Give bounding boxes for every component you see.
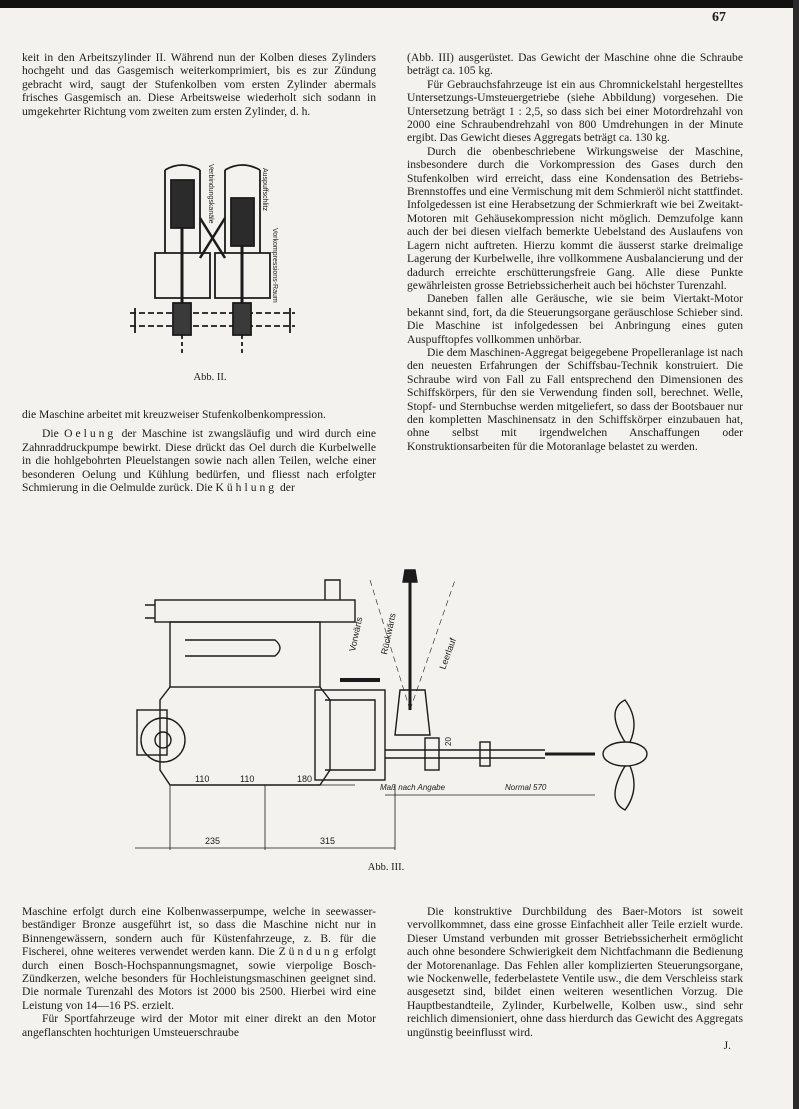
emphasis-kuehlung: Kühlung: [215, 481, 278, 495]
right-column-top: [407, 51, 743, 453]
dimension-315: 315: [320, 836, 336, 846]
paragraph: (Abb. III) ausgerüstet. Das Gewicht der Maschine ohne die Schraube beträgt ca. 105 kg.: [407, 51, 743, 78]
figure-2-engine-section: [125, 158, 300, 360]
label-rueckwaerts: Rückwärts: [379, 612, 398, 656]
paragraph: keit in den Arbeitszylinder II. Während nun der Kolben dieses Zylinders hochgeht und das Gasgemisch weiterkomprimiert, bis es zur Zündung gebracht wird, saugt der Stufenkolben vom ersten Zylinder abermals frisches Gasgemisch an. Diese Arbeitsweise wiederholt sich sodann in umgekehrter Richtung vom zweiten zum ersten Zylinder, d. h.: [22, 51, 376, 118]
author-signature: J.: [723, 1039, 731, 1053]
figure-2-caption: Abb. II.: [193, 372, 227, 383]
left-column-bottom: [22, 905, 376, 1039]
figure-3-engine-propeller-assembly: [125, 560, 670, 855]
page-number: 67: [712, 10, 726, 25]
label-vorwaerts: Vorwärts: [347, 616, 365, 653]
right-column-bottom: [407, 905, 743, 1052]
label-mass-nach-angabe: Maß nach Angabe: [380, 783, 446, 792]
label-normal-570: Normal 570: [505, 783, 547, 792]
left-column-top: [22, 51, 376, 118]
label-verbindungskanaele: Verbindungskanäle: [207, 164, 214, 224]
emphasis-zuendung: Zündung: [278, 945, 342, 959]
label-auspuffschlitz: Auspuffschlitz: [261, 168, 268, 212]
dimension-235: 235: [205, 836, 221, 846]
scan-edge-top: [0, 0, 799, 8]
emphasis-oelung: Oelung: [64, 427, 117, 441]
paragraph: Die dem Maschinen-Aggregat beigegebene Propelleranlage ist nach den neuesten Erfahrungen der Schiffsbau-Technik konstruiert. Die Schraube wird von Fall zu Fall entsprechend den Dimensionen des Schiffskörpers, für den sie Verwendung finden soll, berechnet. Welle, Stopf- und Sternbuchse werden mitgeliefert, so dass der Bootsbauer nur den kompletten Maschinensatz in den Schiffskörper einzubauen hat, ohne selbst mit irgendwelchen Anschaffungen oder Konstruktionsarbeiten für die Motoranlage belastet zu werden.: [407, 345, 743, 453]
left-column-middle: [22, 408, 376, 494]
dimension-110-b: 110: [240, 774, 255, 784]
figure-3-caption: Abb. III.: [367, 862, 405, 873]
paragraph: Daneben fallen alle Geräusche, wie sie beim Viertakt-Motor bekannt sind, fort, da die Steuerungsorgane geräuschlose Schieber sind. Die Maschine ist infolgedessen bei Anbringung eines guten Auspufftopfes vollkommen unhörbar.: [407, 292, 743, 346]
paragraph: Die konstruktive Durchbildung des Baer-Motors ist soweit vervollkommnet, dass eine grosse Einfachheit aller Teile erzielt wurde. Dieser Umstand verbunden mit grosser Betriebssicherheit ermöglicht auch ohne besondere Schwierigkeit dem Nichtfachmann die Bedienung der Motorenanlage. Das Fehlen aller komplizierten Steuerungsorgane, wie Nockenwelle, federbelastete Ventile usw., die dem Verschleiss stark ausgesetzt sind, bildet einen weiteren wesentlichen Vorzug. Die Hauptbestandteile, Zylinder, Kurbelwelle, Kolben usw., sind sehr reichlich dimensioniert, ohne dass hierdurch das Gewicht des Aggregats ungünstig beeinflusst wird.: [407, 905, 743, 1039]
label-vorkompressionsraum: Vorkompressions-Raum: [271, 228, 278, 303]
paragraph: Für Sportfahrzeuge wird der Motor mit einer direkt an den Motor angeflanschten hochturigen Umsteuerschraube: [22, 1012, 376, 1039]
paragraph: Für Gebrauchsfahrzeuge ist ein aus Chromnickelstahl hergestelltes Untersetzungs-Umsteuergetriebe (siehe Abbildung) vorgesehen. Die Untersetzung beträgt 1 : 2,5, so dass sich bei einer Motordrehzahl von 2000 eine Schraubendrehzahl von 800 Umdrehungen in der Minute ergibt. Das Gewicht dieses Aggregats beträgt ca. 130 kg.: [407, 77, 743, 145]
paragraph: die Maschine arbeitet mit kreuzweiser Stufenkolbenkompression.: [22, 408, 326, 421]
dimension-180: 180: [297, 774, 313, 784]
paragraph-zuendung: Maschine erfolgt durch eine Kolbenwasserpumpe, welche in seewasser-beständiger Bronze ausgeführt ist, so dass die Maschine nicht nur in Binnengewässern, sondern auch für Küstenfahrzeuge, z. B. für die Fischerei, ohne weiteres verwendet werden kann. Die Zündung erfolgt durch einen Bosch-Hochspannungsmagnet, sowie vierpolige Bosch-Zündkerzen, welche besonders für Hochleistungsmaschinen geeignet sind. Die normale Turenzahl des Motors ist 2000 bis 2500. Hierbei wird eine Leistung von 14—16 PS. erzielt.: [22, 905, 376, 1012]
label-leerlauf: Leerlauf: [437, 636, 459, 671]
dimension-diameter-20: 20: [444, 737, 453, 746]
dimension-110-a: 110: [195, 774, 210, 784]
paragraph: Durch die obenbeschriebene Wirkungsweise der Maschine, insbesondere durch die Vorkompression des Gases durch den Stufenkolben wird erreicht, dass eine Kondensation des Betriebs-Brennstoffes und eine Vermischung mit dem Schmieröl nicht stattfindet. Infolgedessen ist eine Herabsetzung der Schmierkraft wie bei Zweitakt-Motoren mit Gehäusekompression nicht möglich. Demzufolge kann auch der bei diesen vielfach bemerkte Uebelstand des Auslaufens von Lagern nicht auftreten. Hierzu kommt die äusserst starke dreimalige Lagerung der Kurbelwelle, ihre vollkommene Ausbalancierung und der dadurch erreichte erschütterungsfreie Gang. Alle diese Punkte gewährleisten grosse Betriebssicherheit auch bei höchster Turenzahl.: [407, 144, 743, 292]
paragraph-oelung: Die Oelung der Maschine ist zwangsläufig und wird durch eine Zahnraddruckpumpe bewirkt. Diese drückt das Oel durch die Kurbelwelle in die hohlgebohrten Pleuelstangen sowie nach allen Teilen, welche einer besonderen Oelung und Kühlung bedürfen, und fliesst nach erfolgter Schmierung in die Oelmulde zurück. Die Kühlung der: [22, 427, 376, 495]
scan-edge-right: [793, 0, 799, 1109]
